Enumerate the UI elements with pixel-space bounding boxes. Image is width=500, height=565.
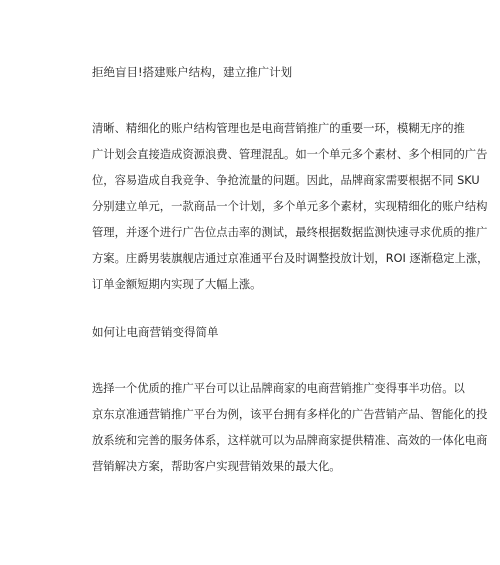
paragraph-line: 位，容易造成自我竞争、争抢流量的问题。因此，品牌商家需要根据不同 SKU (92, 174, 480, 187)
paragraph-line: 订单金额短期内实现了大幅上涨。 (92, 278, 262, 291)
paragraph-line: 营销解决方案，帮助客户实现营销效果的最大化。 (92, 460, 341, 473)
paragraph-account-structure (92, 116, 489, 298)
paragraph-line: 广计划会直接造成资源浪费、管理混乱。如一个单元多个素材、多个相同的广告 (92, 148, 488, 161)
paragraph-line: 清晰、精细化的账户结构管理也是电商营销推广的重要一环，模糊无序的推 (92, 122, 465, 135)
paragraph-line: 放系统和完善的服务体系，这样就可以为品牌商家提供精准、高效的一体化电商 (92, 434, 488, 447)
paragraph-line: 方案。庄爵男装旗舰店通过京准通平台及时调整投放计划，ROI 逐渐稳定上涨， (92, 252, 489, 265)
paragraph-line: 分别建立单元，一款商品一个计划，多个单元多个素材，实现精细化的账户结构 (92, 200, 488, 213)
section-heading-account-structure: 拒绝盲目!搭建账户结构，建立推广计划 (92, 65, 293, 79)
paragraph-simple-marketing (92, 376, 488, 480)
section-heading-simple-marketing: 如何让电商营销变得简单 (92, 325, 219, 339)
paragraph-line: 选择一个优质的推广平台可以让品牌商家的电商营销推广变得事半功倍。以 (92, 382, 465, 395)
paragraph-line: 京东京准通营销推广平台为例，该平台拥有多样化的广告营销产品、智能化的投 (92, 408, 488, 421)
paragraph-line: 管理，并逐个进行广告位点击率的测试，最终根据数据监测快速寻求优质的推广 (92, 226, 488, 239)
